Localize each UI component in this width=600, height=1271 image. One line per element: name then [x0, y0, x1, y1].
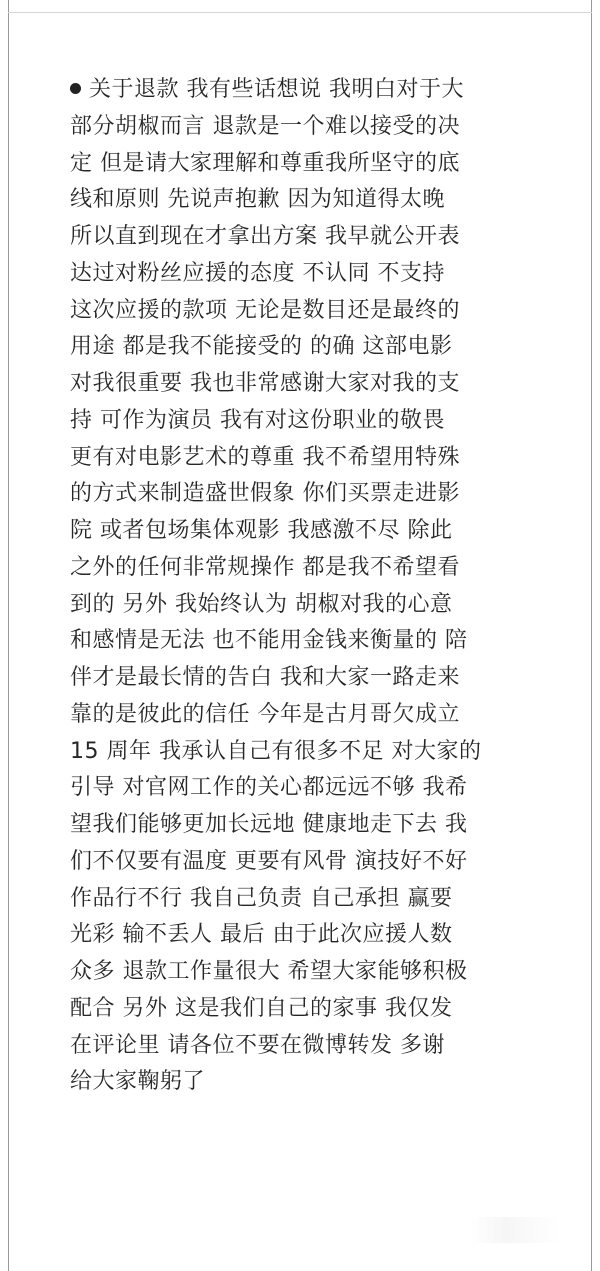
- text-line: 众多 退款工作量很大 希望大家能够积极: [70, 959, 468, 984]
- text-line: 定 但是请大家理解和尊重我所坚守的底: [70, 150, 460, 176]
- text-line: 院 或者包场集体观影 我感激不尽 除此: [70, 518, 453, 543]
- text-line: 所以直到现在才拿出方案 我早就公开表: [70, 224, 460, 249]
- text-line: 在评论里 请各位不要在微博转发 多谢: [70, 1032, 445, 1058]
- text-line: 引导 对官网工作的关心都远远不够 我希: [70, 775, 468, 801]
- watermark-area: [470, 1217, 560, 1243]
- text-line: 这次应援的款项 无论是数目还是最终的: [70, 297, 460, 323]
- text-line: 伴才是最长情的告白 我和大家一路走来: [70, 665, 460, 690]
- post-text: [70, 72, 540, 1101]
- text-line: 线和原则 先说声抱歉 因为知道得太晚: [70, 187, 445, 213]
- text-line: 们不仅要有温度 更要有风骨 演技好不好: [70, 848, 468, 874]
- text-line: 和感情是无法 也不能用金钱来衡量的 陪: [70, 628, 468, 654]
- text-line-content: 关于退款 我有些话想说 我明白对于大: [89, 77, 464, 102]
- text-line: 15 周年 我承认自己有很多不足 对大家的: [70, 738, 482, 764]
- text-line: 更有对电影艺术的尊重 我不希望用特殊: [70, 444, 460, 470]
- text-line: 到的 另外 我始终认为 胡椒对我的心意: [70, 591, 453, 617]
- text-line: 望我们能够更加长远地 健康地走下去 我: [70, 812, 468, 837]
- text-line: 靠的是彼此的信任 今年是古月哥欠成立: [70, 701, 460, 727]
- text-line: 配合 另外 这是我们自己的家事 我仅发: [70, 995, 453, 1021]
- text-line: 达过对粉丝应援的态度 不认同 不支持: [70, 260, 445, 286]
- text-line: 持 可作为演员 我有对这份职业的敬畏: [70, 407, 445, 433]
- text-line: 对我很重要 我也非常感谢大家对我的支: [70, 371, 460, 396]
- text-line: 用途 都是我不能接受的 的确 这部电影: [70, 334, 453, 360]
- text-line: 作品行不行 我自己负责 自己承担 赢要: [70, 885, 453, 911]
- text-line: 光彩 输不丢人 最后 由于此次应援人数: [70, 922, 453, 948]
- top-divider: [8, 12, 592, 13]
- text-line: 之外的任何非常规操作 都是我不希望看: [70, 554, 460, 580]
- text-line: 的方式来制造盛世假象 你们买票走进影: [70, 481, 460, 507]
- text-line: 给大家鞠躬了: [70, 1069, 206, 1095]
- bullet-icon: [70, 83, 81, 94]
- text-line: 部分胡椒而言 退款是一个难以接受的决: [70, 113, 460, 139]
- text-line: [70, 72, 540, 109]
